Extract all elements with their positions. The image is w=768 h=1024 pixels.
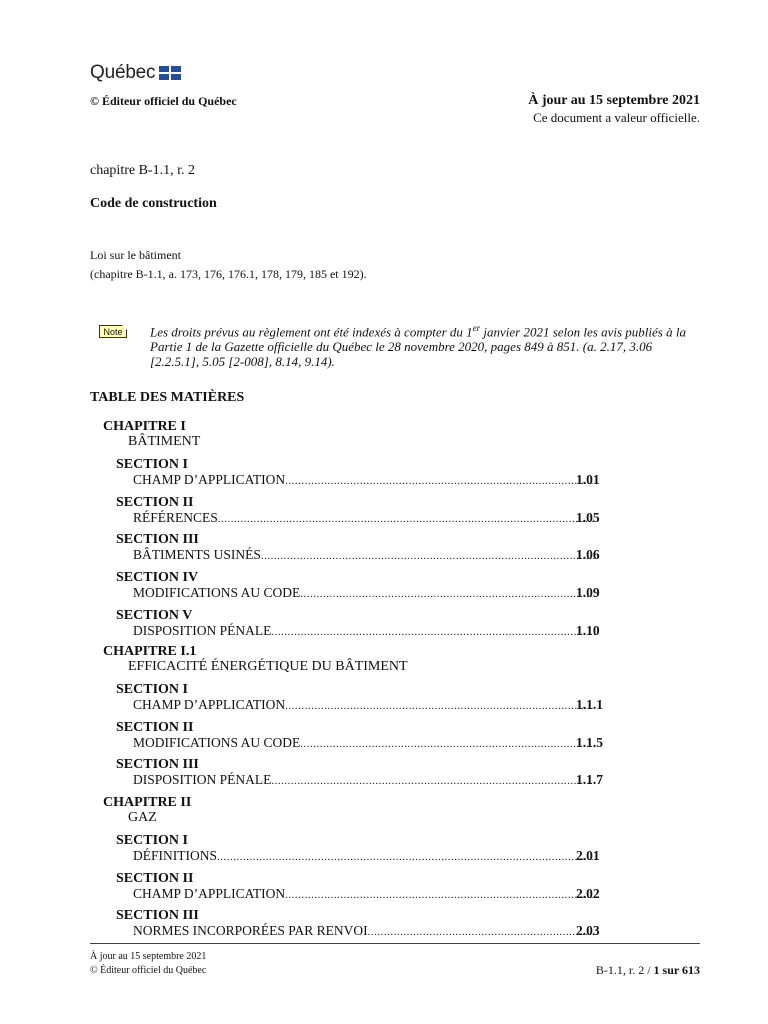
toc-section-name[interactable]: CHAMP D’APPLICATION	[133, 697, 286, 712]
page-number: 1 sur 613	[653, 963, 700, 977]
toc-section-name[interactable]: NORMES INCORPORÉES PAR RENVOI	[133, 923, 368, 939]
toc-section-row[interactable]	[133, 772, 599, 788]
toc-section-name[interactable]: MODIFICATIONS AU CODE	[133, 585, 301, 601]
toc-leader-dots	[285, 889, 595, 901]
toc-leader-dots	[261, 550, 595, 562]
toc-section-row[interactable]	[133, 585, 599, 601]
toc-section-label[interactable]: SECTION IV	[116, 570, 199, 586]
toc-chapter-label[interactable]: CHAPITRE I	[103, 419, 186, 434]
fleur-de-lis-flag-icon	[159, 66, 181, 80]
law-name: Loi sur le bâtiment	[90, 248, 181, 262]
toc-section-name[interactable]: CHAMP D’APPLICATION	[133, 472, 286, 487]
header-date: À jour au 15 septembre 2021	[528, 93, 700, 108]
toc-section-number[interactable]: 1.1.1	[576, 697, 603, 712]
header-official-notice: Ce document a valeur officielle.	[533, 110, 700, 125]
toc-section-label[interactable]: SECTION I	[116, 833, 188, 848]
toc-section-row[interactable]	[133, 923, 599, 939]
toc-section-row[interactable]	[133, 886, 599, 902]
toc-section-label[interactable]: SECTION III	[116, 532, 199, 548]
note-text: Les droits prévus au règlement ont été indexés à compter du 1er janvier 2021 selon les avis publiés à la Partie 1 de la Gazette officielle du Québec le 28 novembre 2020, pages 849 à 851. (a. 2.17, 3.06 [2.2.5.1], 5.05 [2-008], 8.14, 9.14).	[150, 323, 686, 370]
toc-chapter-name[interactable]: BÂTIMENT	[128, 434, 201, 449]
toc-section-number[interactable]: 1.1.7	[576, 772, 603, 788]
toc-leader-dots	[368, 926, 595, 938]
toc-title: TABLE DES MATIÈRES	[90, 390, 245, 405]
toc-section-row[interactable]	[133, 623, 599, 639]
toc-section-number[interactable]: 2.02	[576, 885, 600, 901]
toc-section-number[interactable]: 1.05	[576, 509, 600, 525]
toc-section-number[interactable]: 1.01	[576, 472, 600, 487]
toc-section-label[interactable]: SECTION II	[116, 719, 194, 735]
toc-section-label[interactable]: SECTION I	[116, 457, 188, 472]
toc-leader-dots	[271, 626, 595, 638]
toc-chapter-name[interactable]: GAZ	[128, 810, 157, 825]
toc-section-label[interactable]: SECTION II	[116, 494, 194, 510]
toc-section-name[interactable]: BÂTIMENTS USINÉS	[133, 547, 261, 563]
toc-section-label[interactable]: SECTION I	[116, 682, 188, 697]
footer-left	[90, 950, 206, 978]
toc-section-label[interactable]: SECTION V	[116, 607, 193, 623]
toc-section-number[interactable]: 1.06	[576, 547, 600, 563]
toc-leader-dots	[271, 775, 595, 787]
logo-text: Québec	[90, 62, 156, 83]
toc-chapter-label[interactable]: CHAPITRE II	[103, 795, 192, 810]
toc-section-label[interactable]: SECTION III	[116, 908, 199, 924]
toc-section-number[interactable]: 1.1.5	[576, 734, 603, 750]
toc-section-row[interactable]	[133, 697, 599, 713]
chapter-reference: chapitre B-1.1, r. 2	[90, 163, 195, 178]
toc-section-row[interactable]	[133, 735, 599, 751]
header-copyright: © Éditeur officiel du Québec	[90, 94, 237, 108]
toc-leader-dots	[300, 738, 595, 750]
toc-section-name[interactable]: DISPOSITION PÉNALE	[133, 772, 272, 788]
toc-section-label[interactable]: SECTION III	[116, 757, 199, 773]
toc-section-name[interactable]: DISPOSITION PÉNALE	[133, 622, 272, 638]
toc-section-row[interactable]	[133, 510, 599, 526]
quebec-logo	[90, 62, 181, 84]
footer-copyright: © Éditeur officiel du Québec	[90, 965, 207, 976]
footer-divider	[90, 943, 700, 944]
toc-section-number[interactable]: 1.09	[576, 585, 600, 601]
document-title: Code de construction	[90, 196, 217, 211]
toc-section-name[interactable]: RÉFÉRENCES	[133, 509, 218, 525]
toc-leader-dots	[285, 700, 595, 712]
toc-section-row[interactable]	[133, 472, 599, 488]
toc-chapter-name[interactable]: EFFICACITÉ ÉNERGÉTIQUE DU BÂTIMENT	[128, 659, 408, 674]
toc-section-number[interactable]: 1.10	[576, 622, 600, 638]
toc-section-label[interactable]: SECTION II	[116, 870, 194, 886]
law-reference: (chapitre B-1.1, a. 173, 176, 176.1, 178, 179, 185 et 192).	[90, 267, 367, 281]
toc-section-name[interactable]: DÉFINITIONS	[133, 848, 217, 863]
toc-section-row[interactable]	[133, 848, 599, 864]
note-icon[interactable]: Note	[99, 325, 127, 338]
toc-section-name[interactable]: CHAMP D’APPLICATION	[133, 885, 286, 901]
toc-section-name[interactable]: MODIFICATIONS AU CODE	[133, 734, 301, 750]
header-right	[528, 93, 700, 126]
toc-leader-dots	[217, 851, 595, 863]
toc-section-number[interactable]: 2.01	[576, 848, 600, 863]
toc-leader-dots	[285, 475, 595, 487]
toc-leader-dots	[300, 588, 595, 600]
toc-leader-dots	[218, 513, 595, 525]
footer-page-ref: B-1.1, r. 2 / 1 sur 613	[595, 963, 700, 977]
toc-section-row[interactable]	[133, 547, 599, 563]
toc-section-number[interactable]: 2.03	[576, 923, 600, 939]
toc-chapter-label[interactable]: CHAPITRE I.1	[103, 644, 197, 659]
footer-date: À jour au 15 septembre 2021	[90, 951, 207, 962]
